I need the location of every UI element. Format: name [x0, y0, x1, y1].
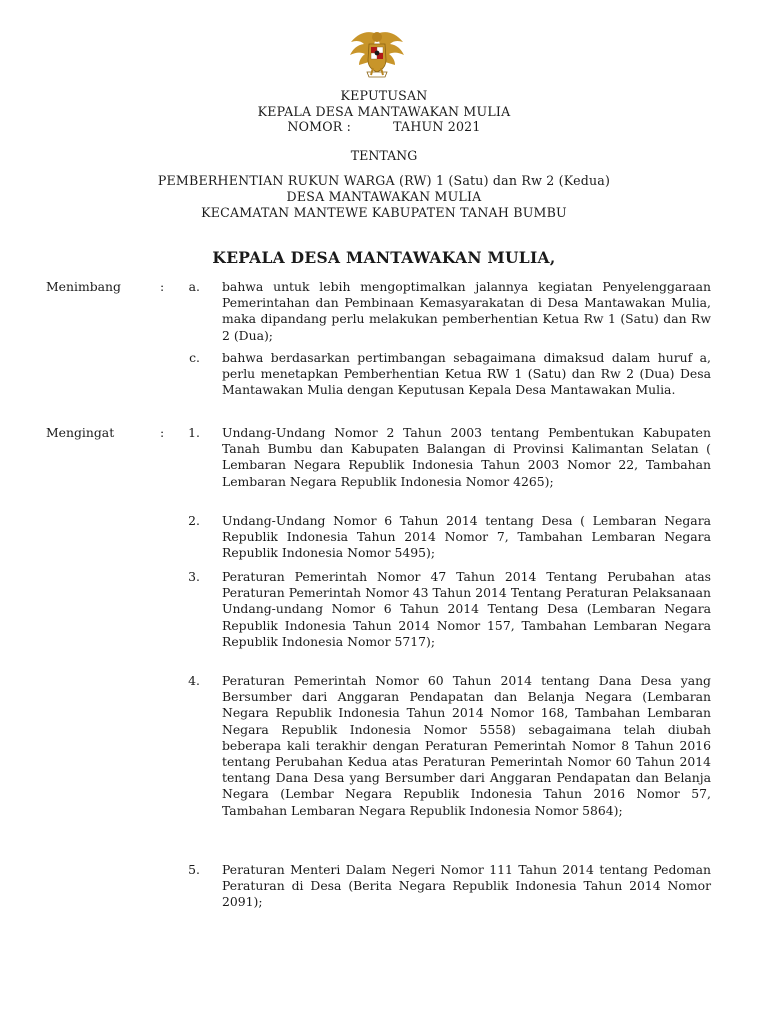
mengingat-label: Mengingat: [46, 425, 115, 440]
menimbang-colon: :: [160, 279, 165, 294]
menimbang-marker-a: a.: [188, 279, 200, 294]
mengingat-item-2: Undang-Undang Nomor 6 Tahun 2014 tentang Desa ( Lembaran Negara Republik Indonesia Tahun 2014 Nomor 7, Tambahan Lembaran Negara Republik Indonesia Nomor 5495);: [222, 513, 711, 561]
mengingat-marker-3: 3.: [188, 569, 200, 584]
menimbang-item-c: bahwa berdasarkan pertimbangan sebagaimana dimaksud dalam huruf a, perlu menetapkan Pemberhentian Ketua RW 1 (Satu) dan Rw 2 (Dua) Desa Mantawakan Mulia dengan Keputusan Kepala Desa Mantawakan Mulia.: [222, 350, 711, 398]
subject-line-2: DESA MANTAWAKAN MULIA: [286, 189, 482, 204]
subject-line-1: PEMBERHENTIAN RUKUN WARGA (RW) 1 (Satu) dan Rw 2 (Kedua): [157, 173, 611, 188]
header-number: NOMOR : TAHUN 2021: [287, 119, 481, 134]
decree-header: [0, 88, 768, 135]
tentang-label: TENTANG: [350, 148, 418, 163]
garuda-emblem-icon: [347, 28, 407, 80]
mengingat-marker-4: 4.: [188, 673, 200, 688]
mengingat-marker-1: 1.: [188, 425, 200, 440]
mengingat-item-4: Peraturan Pemerintah Nomor 60 Tahun 2014 tentang Dana Desa yang Bersumber dari Anggaran Pendapatan dan Belanja Negara (Lembaran Negara Republik Indonesia Tahun 2014 Nomor 168, Tambahan Lembaran Negara Republik Indonesia Nomor 5558) sebagaimana telah diubah beberapa kali terakhir dengan Peraturan Pemerintah Nomor 8 Tahun 2016 tentang Perubahan Kedua atas Peraturan Pemerintah Nomor 60 Tahun 2014 tentang Dana Desa yang Bersumber dari Anggaran Pendapatan dan Belanja Negara (Lembar Negara Republik Indonesia Tahun 2016 Nomor 57, Tambahan Lembaran Negara Republik Indonesia Nomor 5864);: [222, 673, 711, 818]
mengingat-colon: :: [160, 425, 165, 440]
mengingat-item-5: Peraturan Menteri Dalam Negeri Nomor 111 Tahun 2014 tentang Pedoman Peraturan di Desa (Berita Negara Republik Indonesia Tahun 2014 Nomor 2091);: [222, 862, 711, 910]
mengingat-marker-2: 2.: [188, 513, 200, 528]
official-title: KEPALA DESA MANTAWAKAN MULIA,: [212, 248, 556, 267]
mengingat-item-1: Undang-Undang Nomor 2 Tahun 2003 tentang Pembentukan Kabupaten Tanah Bumbu dan Kabupaten Balangan di Provinsi Kalimantan Selatan ( Lembaran Negara Republik Indonesia Tahun 2003 Nomor 22, Tambahan Lembaran Negara Republik Indonesia Nomor 4265);: [222, 425, 711, 489]
header-keputusan: KEPUTUSAN: [340, 88, 428, 103]
mengingat-marker-5: 5.: [188, 862, 200, 877]
header-issuer: KEPALA DESA MANTAWAKAN MULIA: [257, 103, 511, 119]
menimbang-marker-c: c.: [189, 350, 200, 365]
menimbang-label: Menimbang: [46, 279, 121, 294]
menimbang-item-a: bahwa untuk lebih mengoptimalkan jalannya kegiatan Penyelenggaraan Pemerintahan dan Pembinaan Kemasyarakatan di Desa Mantawakan Mulia, maka dipandang perlu melakukan pemberhentian Ketua Rw 1 (Satu) dan Rw 2 (Dua);: [222, 279, 711, 343]
decree-subject: [0, 173, 768, 221]
mengingat-item-3: Peraturan Pemerintah Nomor 47 Tahun 2014 Tentang Perubahan atas Peraturan Pemerintah Nomor 43 Tahun 2014 Tentang Peraturan Pelaksanaan Undang-undang Nomor 6 Tahun 2014 Tentang Desa (Lembaran Negara Republik Indonesia Tahun 2014 Nomor 157, Tambahan Lembaran Negara Republik Indonesia Nomor 5717);: [222, 569, 711, 649]
subject-line-3: KECAMATAN MANTEWE KABUPATEN TANAH BUMBU: [201, 205, 567, 220]
